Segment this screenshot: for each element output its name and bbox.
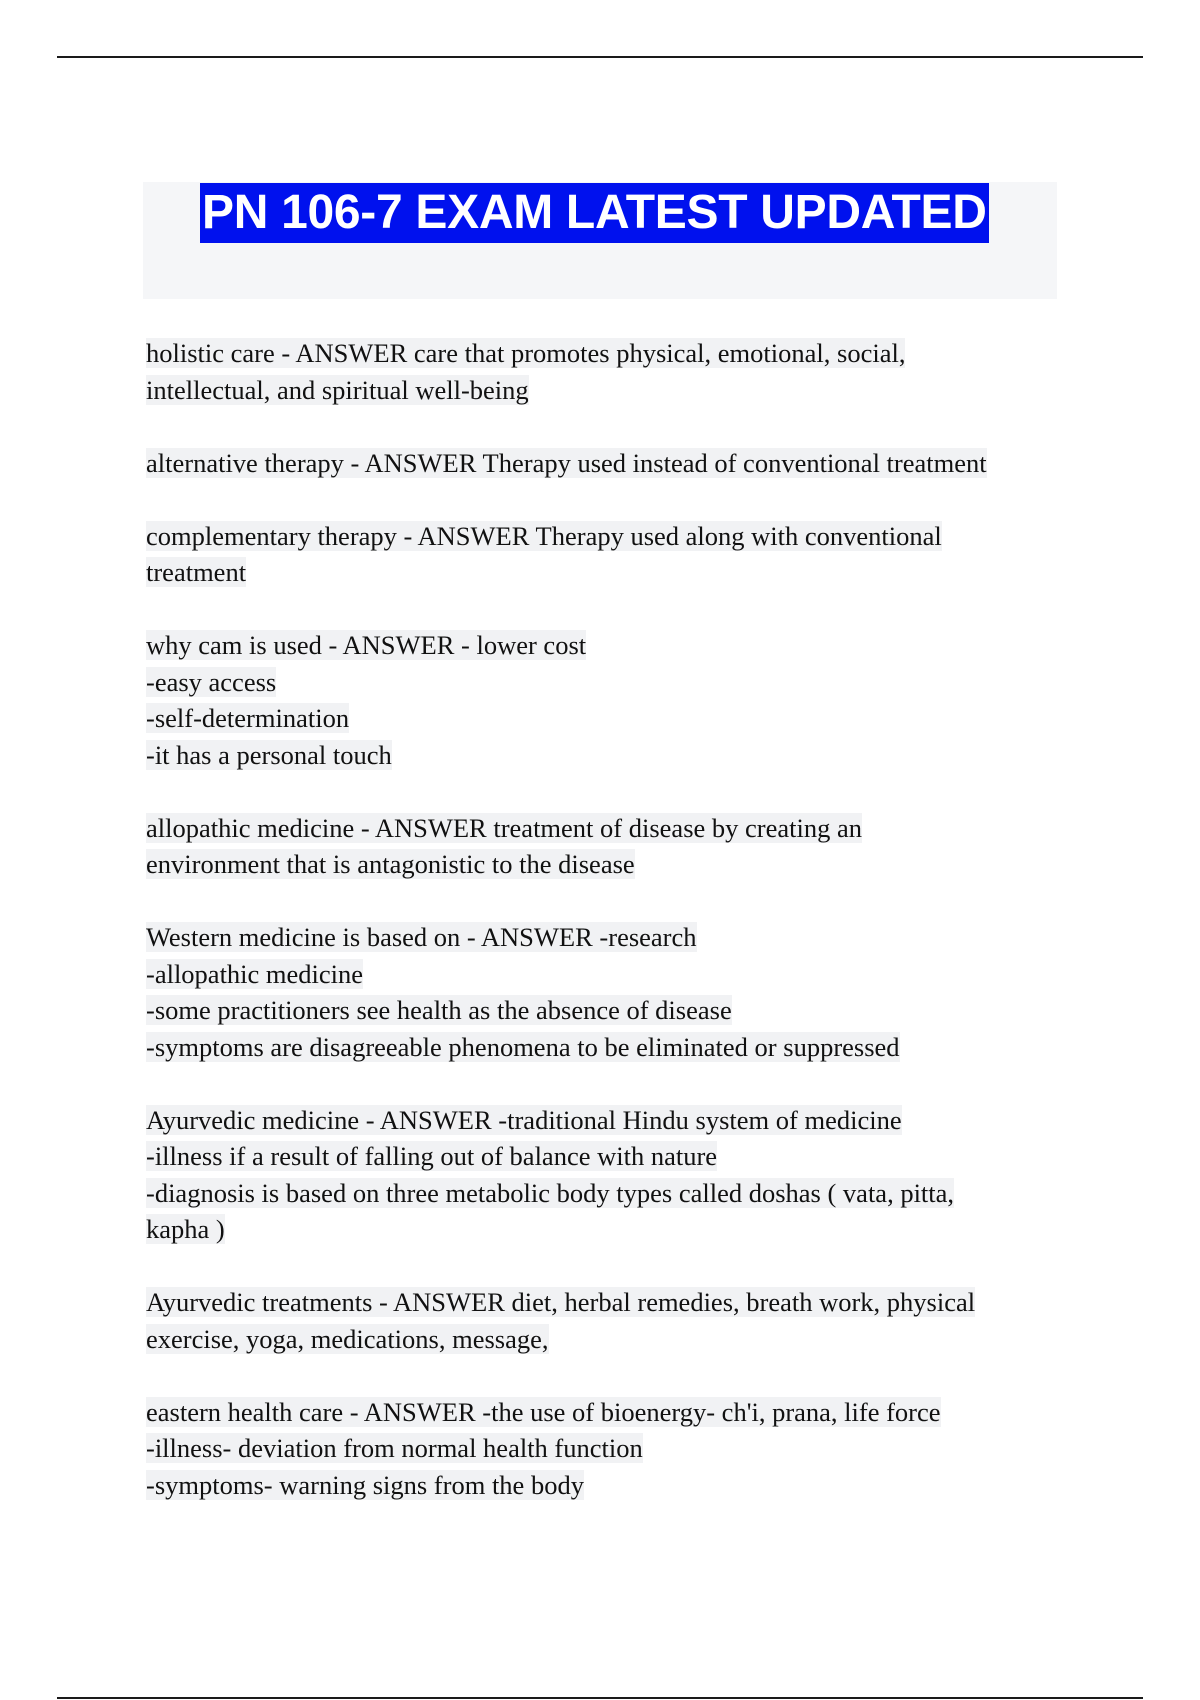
entry-line: Ayurvedic treatments - ANSWER diet, herbal remedies, breath work, physical bbox=[146, 1287, 976, 1317]
qa-entry bbox=[146, 1284, 1086, 1357]
entry-line: -illness if a result of falling out of balance with nature bbox=[146, 1141, 718, 1171]
entry-line: -some practitioners see health as the absence of disease bbox=[146, 995, 732, 1025]
qa-content bbox=[146, 335, 1086, 1540]
entry-line: kapha ) bbox=[146, 1214, 225, 1244]
entry-line: alternative therapy - ANSWER Therapy used instead of conventional treatment bbox=[146, 447, 987, 478]
document-title: PN 106-7 EXAM LATEST UPDATED bbox=[200, 183, 989, 243]
bottom-rule bbox=[57, 1697, 1143, 1699]
entry-line: why cam is used - ANSWER - lower cost bbox=[146, 630, 587, 660]
entry-line: holistic care - ANSWER care that promotes physical, emotional, social, bbox=[146, 338, 906, 368]
qa-entry bbox=[146, 627, 1086, 773]
qa-entry bbox=[146, 335, 1086, 408]
entry-line: environment that is antagonistic to the disease bbox=[146, 849, 635, 879]
qa-entry bbox=[146, 445, 1086, 482]
entry-line: -diagnosis is based on three metabolic body types called doshas ( vata, pitta, bbox=[146, 1177, 955, 1208]
entry-line: complementary therapy - ANSWER Therapy used along with conventional bbox=[146, 520, 942, 551]
entry-line: Ayurvedic medicine - ANSWER -traditional Hindu system of medicine bbox=[146, 1104, 902, 1135]
entry-line: -easy access bbox=[146, 666, 277, 697]
top-rule bbox=[57, 56, 1143, 58]
qa-entry bbox=[146, 919, 1086, 1065]
entry-line: Western medicine is based on - ANSWER -research bbox=[146, 922, 697, 952]
qa-entry bbox=[146, 1394, 1086, 1504]
entry-line: -illness- deviation from normal health function bbox=[146, 1433, 643, 1463]
entry-line: -it has a personal touch bbox=[146, 739, 392, 770]
entry-line: exercise, yoga, medications, message, bbox=[146, 1323, 549, 1354]
entry-line: allopathic medicine - ANSWER treatment of disease by creating an bbox=[146, 812, 862, 843]
qa-entry bbox=[146, 1102, 1086, 1248]
entry-line: -symptoms are disagreeable phenomena to be eliminated or suppressed bbox=[146, 1031, 900, 1062]
entry-line: -allopathic medicine bbox=[146, 958, 364, 989]
entry-line: eastern health care - ANSWER -the use of bioenergy- ch'i, prana, life force bbox=[146, 1396, 941, 1427]
entry-line: -self-determination bbox=[146, 703, 350, 733]
qa-entry bbox=[146, 810, 1086, 883]
qa-entry bbox=[146, 518, 1086, 591]
entry-line: treatment bbox=[146, 557, 247, 587]
entry-line: -symptoms- warning signs from the body bbox=[146, 1469, 584, 1500]
entry-line: intellectual, and spiritual well-being bbox=[146, 374, 529, 405]
